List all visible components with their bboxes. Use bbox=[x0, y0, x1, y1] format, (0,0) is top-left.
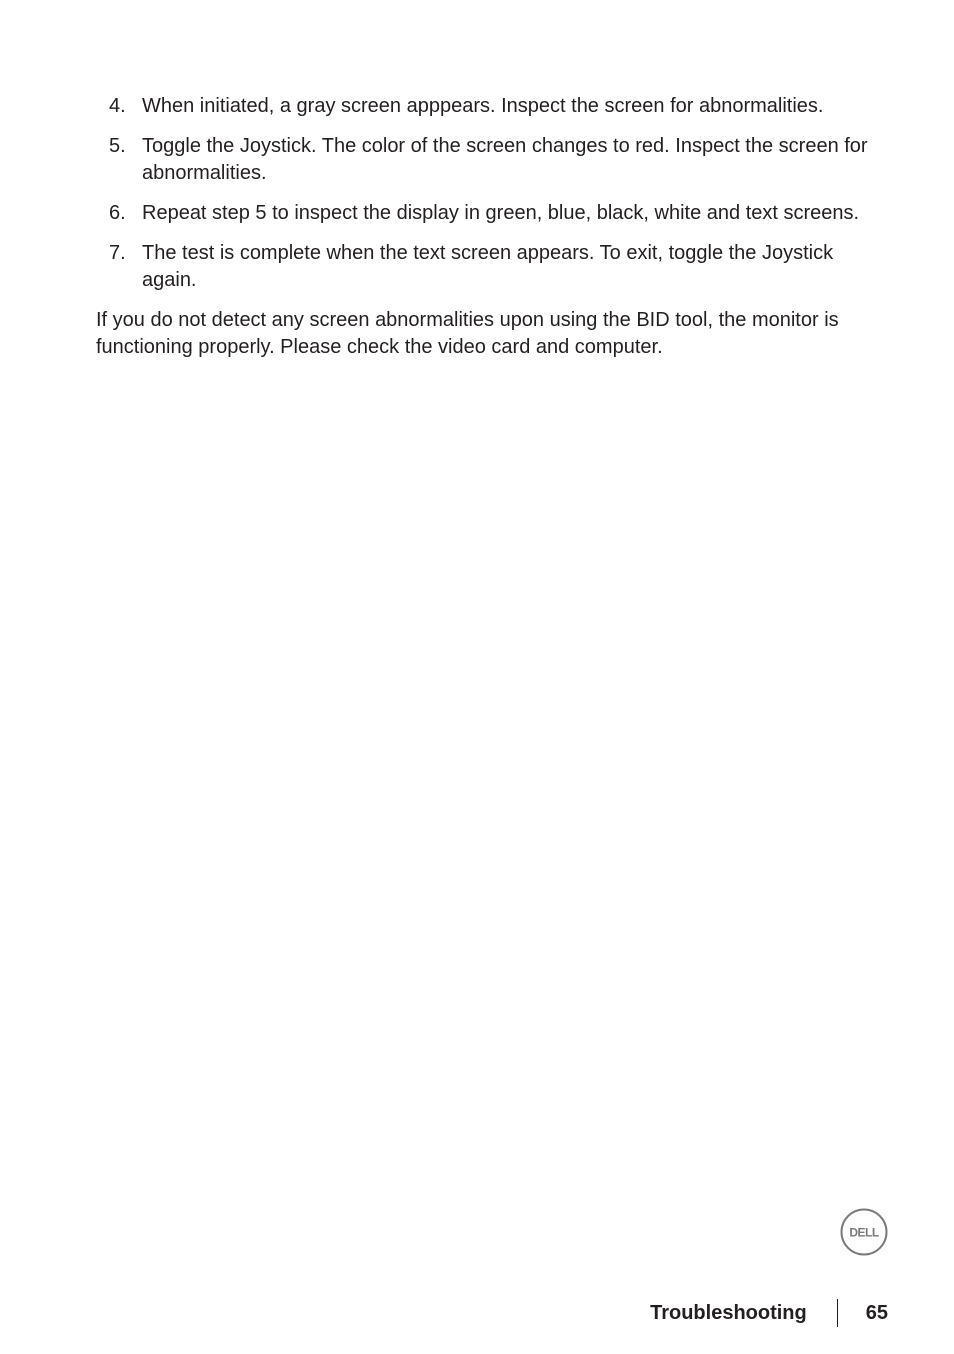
page-number: 65 bbox=[865, 1301, 888, 1324]
list-item bbox=[96, 240, 886, 294]
list-item bbox=[96, 200, 886, 227]
step-number: 4. bbox=[109, 95, 126, 117]
list-item bbox=[96, 93, 886, 120]
dell-logo-icon bbox=[840, 1208, 888, 1256]
steps-list bbox=[96, 93, 886, 294]
page-content bbox=[96, 93, 886, 361]
closing-paragraph: If you do not detect any screen abnormalities upon using the BID tool, the monitor is functioning properly. Please check the video card and computer. bbox=[96, 309, 839, 358]
page-footer bbox=[650, 1297, 888, 1329]
footer-section-title: Troubleshooting bbox=[650, 1301, 807, 1324]
step-text: Repeat step 5 to inspect the display in green, blue, black, white and text screens. bbox=[142, 202, 860, 224]
step-number: 7. bbox=[109, 242, 126, 264]
step-text: The test is complete when the text screen appears. To exit, toggle the Joystick again. bbox=[142, 242, 834, 291]
logo-text: DELL bbox=[849, 1225, 879, 1240]
step-text: When initiated, a gray screen apppears. Inspect the screen for abnormalities. bbox=[142, 95, 824, 117]
footer-divider bbox=[837, 1299, 838, 1327]
step-text: Toggle the Joystick. The color of the screen changes to red. Inspect the screen for abnormalities. bbox=[142, 135, 868, 184]
step-number: 5. bbox=[109, 135, 126, 157]
list-item bbox=[96, 133, 886, 187]
step-number: 6. bbox=[109, 202, 126, 224]
